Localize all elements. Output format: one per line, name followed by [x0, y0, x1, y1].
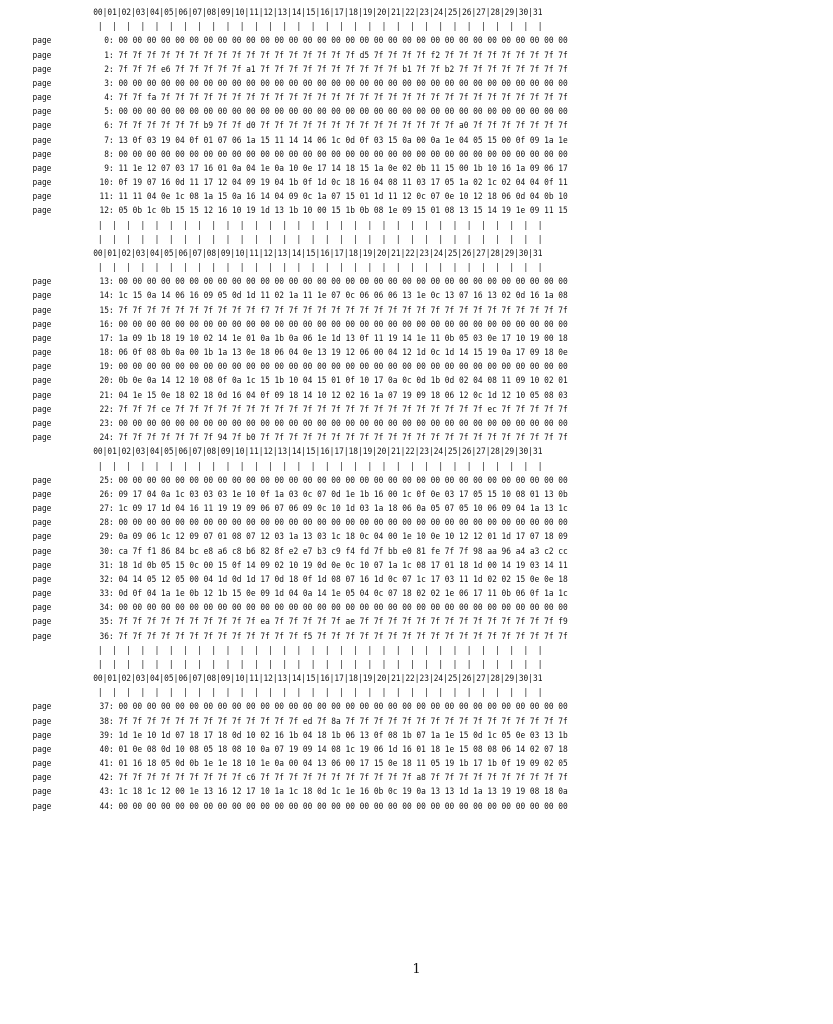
- page-row: [0, 615, 712, 629]
- row-page-index: 28:: [99, 517, 114, 529]
- column-ticks: | | | | | | | | | | | | | | | | | | | | | | | | | | | | | | | |: [93, 687, 543, 699]
- row-page-index: 11:: [99, 191, 114, 203]
- row-label: page: [32, 375, 52, 387]
- page-row: [0, 389, 712, 403]
- row-page-index: 41:: [99, 758, 114, 770]
- page-row: [0, 119, 712, 133]
- row-page-index: 18:: [99, 347, 114, 359]
- row-label: page: [32, 588, 52, 600]
- page-row: [0, 771, 712, 785]
- row-label: page: [32, 361, 52, 373]
- row-label: page: [32, 488, 52, 500]
- row-page-index: 24:: [99, 432, 114, 444]
- row-label: page: [32, 177, 52, 189]
- page-row: [0, 190, 712, 204]
- row-bytes: 0d 0f 04 1a 1e 0b 12 1b 15 0e 09 1d 04 0a 14 1e 05 04 0c 07 18 02 02 1e 06 17 11 0b 06 0f 1a 1c: [118, 588, 568, 600]
- page-row: [0, 417, 712, 431]
- row-bytes: 01 0e 08 0d 10 08 05 18 08 10 0a 07 19 09 14 08 1c 19 06 1d 16 01 18 1e 15 08 08 06 14 02 07 18: [118, 743, 568, 755]
- row-page-index: 42:: [99, 772, 114, 784]
- page-row: [0, 318, 712, 332]
- row-bytes: 00 00 00 00 00 00 00 00 00 00 00 00 00 00 00 00 00 00 00 00 00 00 00 00 00 00 00 00 00 00 00 00: [118, 800, 568, 812]
- page-row: [0, 91, 712, 105]
- row-bytes: 00 00 00 00 00 00 00 00 00 00 00 00 00 00 00 00 00 00 00 00 00 00 00 00 00 00 00 00 00 00 00 00: [118, 148, 568, 160]
- page-row: [0, 601, 712, 615]
- row-page-index: 38:: [99, 715, 114, 727]
- page-row: [0, 346, 712, 360]
- row-bytes: 1c 15 0a 14 06 16 09 05 0d 1d 11 02 1a 11 1e 07 0c 06 06 06 13 1e 0c 13 07 16 13 02 0d 16 1a 08: [118, 290, 568, 302]
- row-bytes: 7f 7f 7f e6 7f 7f 7f 7f 7f a1 7f 7f 7f 7f 7f 7f 7f 7f 7f 7f b1 7f 7f b2 7f 7f 7f 7f 7f 7f 7f 7f: [118, 63, 568, 75]
- row-bytes: 1c 09 17 1d 04 16 11 19 19 09 06 07 06 09 0c 10 1d 03 1a 18 06 0a 05 07 05 10 06 09 04 1a 13 1c: [118, 503, 568, 515]
- page-row: [0, 757, 712, 771]
- row-bytes: 01 16 18 05 0d 0b 1e 1e 18 10 1e 0a 00 04 13 06 00 17 15 0e 18 11 05 19 1b 17 1b 0f 19 09 02 05: [118, 758, 568, 770]
- row-label: page: [32, 77, 52, 89]
- page-row: [0, 374, 712, 388]
- page-number: 1: [412, 962, 421, 977]
- page-row: [0, 516, 712, 530]
- page-row: [0, 502, 712, 516]
- row-label: page: [32, 347, 52, 359]
- row-page-index: 4:: [99, 92, 114, 104]
- row-label: page: [32, 403, 52, 415]
- row-page-index: 0:: [99, 35, 114, 47]
- page-row: [0, 204, 712, 218]
- row-label: page: [32, 800, 52, 812]
- row-label: page: [32, 772, 52, 784]
- page-row: [0, 431, 712, 445]
- page-row: [0, 587, 712, 601]
- row-page-index: 14:: [99, 290, 114, 302]
- row-label: page: [32, 276, 52, 288]
- row-page-index: 39:: [99, 729, 114, 741]
- row-page-index: 10:: [99, 177, 114, 189]
- row-page-index: 33:: [99, 588, 114, 600]
- page-row: [0, 162, 712, 176]
- column-ticks: | | | | | | | | | | | | | | | | | | | | | | | | | | | | | | | |: [93, 219, 543, 231]
- page-row: [0, 630, 712, 644]
- page-row: [0, 559, 712, 573]
- row-bytes: 04 14 05 12 05 00 04 1d 0d 1d 17 0d 18 0f 1d 08 07 16 1d 0c 07 1c 17 03 11 1d 02 02 15 0e 0e 18: [118, 573, 568, 585]
- row-bytes: 7f 7f 7f ce 7f 7f 7f 7f 7f 7f 7f 7f 7f 7f 7f 7f 7f 7f 7f 7f 7f 7f 7f 7f 7f 7f ec 7f 7f 7f 7f 7f: [118, 403, 568, 415]
- row-bytes: 00 00 00 00 00 00 00 00 00 00 00 00 00 00 00 00 00 00 00 00 00 00 00 00 00 00 00 00 00 00 00 00: [118, 517, 568, 529]
- page-row: [0, 785, 712, 799]
- row-page-index: 26:: [99, 488, 114, 500]
- row-page-index: 5:: [99, 106, 114, 118]
- row-bytes: 00 00 00 00 00 00 00 00 00 00 00 00 00 00 00 00 00 00 00 00 00 00 00 00 00 00 00 00 00 00 00 00: [118, 276, 568, 288]
- row-label: page: [32, 35, 52, 47]
- page-row: [0, 530, 712, 544]
- row-label: page: [32, 290, 52, 302]
- page-row: [0, 715, 712, 729]
- row-page-index: 36:: [99, 630, 114, 642]
- page-row: [0, 403, 712, 417]
- row-label: page: [32, 743, 52, 755]
- column-header: 00|01|02|03|04|05|06|07|08|09|10|11|12|13|14|15|16|17|18|19|20|21|22|23|24|25|26|27|28|29|30|31: [93, 247, 543, 259]
- row-bytes: 00 00 00 00 00 00 00 00 00 00 00 00 00 00 00 00 00 00 00 00 00 00 00 00 00 00 00 00 00 00 00 00: [118, 318, 568, 330]
- row-page-index: 34:: [99, 602, 114, 614]
- page-row: [0, 148, 712, 162]
- row-page-index: 16:: [99, 318, 114, 330]
- page-row: [0, 800, 712, 814]
- row-page-index: 44:: [99, 800, 114, 812]
- row-page-index: 27:: [99, 503, 114, 515]
- row-label: page: [32, 417, 52, 429]
- page-row: [0, 573, 712, 587]
- row-bytes: 1a 09 1b 18 19 10 02 14 1e 01 0a 1b 0a 06 1e 1d 13 0f 11 19 14 1e 11 0b 05 03 0e 17 10 19 00 18: [118, 332, 568, 344]
- page-row: [0, 49, 712, 63]
- row-label: page: [32, 715, 52, 727]
- page-row: [0, 474, 712, 488]
- row-page-index: 9:: [99, 162, 114, 174]
- row-page-index: 6:: [99, 120, 114, 132]
- row-page-index: 13:: [99, 276, 114, 288]
- row-bytes: 1d 1e 10 1d 07 18 17 18 0d 10 02 16 1b 04 18 1b 06 13 0f 08 1b 07 1a 1e 15 0d 1c 05 0e 03 13 1b: [118, 729, 568, 741]
- page-row: [0, 332, 712, 346]
- row-page-index: 19:: [99, 361, 114, 373]
- row-bytes: 00 00 00 00 00 00 00 00 00 00 00 00 00 00 00 00 00 00 00 00 00 00 00 00 00 00 00 00 00 00 00 00: [118, 701, 568, 713]
- row-bytes: 05 0b 1c 0b 15 15 12 16 10 19 1d 13 1b 10 00 15 1b 0b 08 1e 09 15 01 08 13 15 14 19 1e 09 11 15: [118, 205, 568, 217]
- row-bytes: 11 11 04 0e 1c 08 1a 15 0a 16 14 04 09 0c 1a 07 15 01 1d 11 12 0c 07 0e 10 12 18 06 0d 04 0b 10: [118, 191, 568, 203]
- row-label: page: [32, 49, 52, 61]
- page-row: [0, 105, 712, 119]
- row-bytes: 7f 7f 7f 7f 7f 7f 7f 94 7f b0 7f 7f 7f 7f 7f 7f 7f 7f 7f 7f 7f 7f 7f 7f 7f 7f 7f 7f 7f 7f 7f 7f: [118, 432, 568, 444]
- row-page-index: 40:: [99, 743, 114, 755]
- row-label: page: [32, 318, 52, 330]
- row-label: page: [32, 758, 52, 770]
- row-page-index: 17:: [99, 332, 114, 344]
- row-bytes: 04 1e 15 0e 18 02 18 0d 16 04 0f 09 18 14 10 12 02 16 1a 07 19 09 18 06 12 0c 1d 12 10 05 08 03: [118, 389, 568, 401]
- page-row: [0, 700, 712, 714]
- row-page-index: 8:: [99, 148, 114, 160]
- row-bytes: 7f 7f 7f 7f 7f 7f 7f 7f 7f c6 7f 7f 7f 7f 7f 7f 7f 7f 7f 7f 7f a8 7f 7f 7f 7f 7f 7f 7f 7f 7f 7f: [118, 772, 568, 784]
- column-ticks: | | | | | | | | | | | | | | | | | | | | | | | | | | | | | | | |: [93, 21, 543, 33]
- row-label: page: [32, 517, 52, 529]
- row-label: page: [32, 630, 52, 642]
- row-bytes: 00 00 00 00 00 00 00 00 00 00 00 00 00 00 00 00 00 00 00 00 00 00 00 00 00 00 00 00 00 00 00 00: [118, 35, 568, 47]
- row-label: page: [32, 602, 52, 614]
- row-bytes: 7f 7f 7f 7f 7f 7f 7f 7f 7f 7f f7 7f 7f 7f 7f 7f 7f 7f 7f 7f 7f 7f 7f 7f 7f 7f 7f 7f 7f 7f 7f 7f: [118, 304, 568, 316]
- page-row: [0, 134, 712, 148]
- column-header: 00|01|02|03|04|05|06|07|08|09|10|11|12|13|14|15|16|17|18|19|20|21|22|23|24|25|26|27|28|29|30|31: [93, 7, 543, 18]
- row-page-index: 37:: [99, 701, 114, 713]
- page-row: [0, 176, 712, 190]
- row-bytes: 00 00 00 00 00 00 00 00 00 00 00 00 00 00 00 00 00 00 00 00 00 00 00 00 00 00 00 00 00 00 00 00: [118, 361, 568, 373]
- row-page-index: 15:: [99, 304, 114, 316]
- row-label: page: [32, 191, 52, 203]
- row-label: page: [32, 503, 52, 515]
- row-page-index: 32:: [99, 573, 114, 585]
- row-label: page: [32, 63, 52, 75]
- row-label: page: [32, 531, 52, 543]
- row-label: page: [32, 786, 52, 798]
- row-bytes: 00 00 00 00 00 00 00 00 00 00 00 00 00 00 00 00 00 00 00 00 00 00 00 00 00 00 00 00 00 00 00 00: [118, 106, 568, 118]
- row-label: page: [32, 205, 52, 217]
- page-row: [0, 289, 712, 303]
- page-row: [0, 275, 712, 289]
- page-row: [0, 360, 712, 374]
- row-bytes: 13 0f 03 19 04 0f 01 07 06 1a 15 11 14 14 06 1c 0d 0f 03 15 0a 00 0a 1e 04 05 15 00 0f 09 1a 1e: [118, 134, 568, 146]
- row-label: page: [32, 573, 52, 585]
- row-label: page: [32, 148, 52, 160]
- row-bytes: 00 00 00 00 00 00 00 00 00 00 00 00 00 00 00 00 00 00 00 00 00 00 00 00 00 00 00 00 00 00 00 00: [118, 602, 568, 614]
- column-header: 00|01|02|03|04|05|06|07|08|09|10|11|12|13|14|15|16|17|18|19|20|21|22|23|24|25|26|27|28|29|30|31: [93, 446, 543, 458]
- row-label: page: [32, 545, 52, 557]
- row-bytes: 00 00 00 00 00 00 00 00 00 00 00 00 00 00 00 00 00 00 00 00 00 00 00 00 00 00 00 00 00 00 00 00: [118, 417, 568, 429]
- row-bytes: 7f 7f 7f 7f 7f 7f 7f 7f 7f 7f 7f 7f 7f f5 7f 7f 7f 7f 7f 7f 7f 7f 7f 7f 7f 7f 7f 7f 7f 7f 7f 7f: [118, 630, 568, 642]
- row-label: page: [32, 389, 52, 401]
- column-header: 00|01|02|03|04|05|06|07|08|09|10|11|12|13|14|15|16|17|18|19|20|21|22|23|24|25|26|27|28|29|30|31: [93, 673, 543, 685]
- row-bytes: 00 00 00 00 00 00 00 00 00 00 00 00 00 00 00 00 00 00 00 00 00 00 00 00 00 00 00 00 00 00 00 00: [118, 77, 568, 89]
- row-label: page: [32, 332, 52, 344]
- row-page-index: 21:: [99, 389, 114, 401]
- row-page-index: 31:: [99, 559, 114, 571]
- row-page-index: 1:: [99, 49, 114, 61]
- row-bytes: 06 0f 08 0b 0a 00 1b 1a 13 0e 18 06 04 0e 13 19 12 06 00 04 12 1d 0c 1d 14 15 19 0a 17 09 18 0e: [118, 347, 568, 359]
- row-bytes: 11 1e 12 07 03 17 16 01 0a 04 1e 0a 10 0e 17 14 18 15 1a 0e 02 0b 11 15 00 1b 10 16 1a 09 06 17: [118, 162, 568, 174]
- row-bytes: 0f 19 07 16 0d 11 17 12 04 09 19 04 1b 0f 1d 0c 18 16 04 08 11 03 17 05 1a 02 1c 02 04 04 0f 11: [118, 177, 568, 189]
- page-row: [0, 729, 712, 743]
- row-label: page: [32, 616, 52, 628]
- row-bytes: 7f 7f 7f 7f 7f 7f b9 7f 7f d0 7f 7f 7f 7f 7f 7f 7f 7f 7f 7f 7f 7f 7f 7f a0 7f 7f 7f 7f 7f 7f 7f: [118, 120, 568, 132]
- row-bytes: 09 17 04 0a 1c 03 03 03 1e 10 0f 1a 03 0c 07 0d 1e 1b 16 00 1c 0f 0e 03 17 05 15 10 08 01 13 0b: [118, 488, 568, 500]
- row-page-index: 35:: [99, 616, 114, 628]
- row-page-index: 7:: [99, 134, 114, 146]
- row-label: page: [32, 559, 52, 571]
- row-page-index: 25:: [99, 474, 114, 486]
- row-label: page: [32, 120, 52, 132]
- row-page-index: 30:: [99, 545, 114, 557]
- row-label: page: [32, 134, 52, 146]
- row-label: page: [32, 729, 52, 741]
- row-label: page: [32, 304, 52, 316]
- page-row: [0, 488, 712, 502]
- row-label: page: [32, 474, 52, 486]
- column-ticks: | | | | | | | | | | | | | | | | | | | | | | | | | | | | | | | |: [93, 262, 543, 274]
- row-bytes: 7f 7f 7f 7f 7f 7f 7f 7f 7f 7f 7f 7f 7f ed 7f 8a 7f 7f 7f 7f 7f 7f 7f 7f 7f 7f 7f 7f 7f 7f 7f 7f: [118, 715, 568, 727]
- column-ticks: | | | | | | | | | | | | | | | | | | | | | | | | | | | | | | | |: [93, 460, 543, 472]
- row-page-index: 29:: [99, 531, 114, 543]
- row-page-index: 43:: [99, 786, 114, 798]
- page-row: [0, 545, 712, 559]
- row-bytes: ca 7f f1 86 84 bc e8 a6 c8 b6 82 8f e2 e7 b3 c9 f4 fd 7f bb e0 81 fe 7f 7f 98 aa 96 a4 a3 c2 cc: [118, 545, 568, 557]
- page-row: [0, 743, 712, 757]
- row-bytes: 1c 18 1c 12 00 1e 13 16 12 17 10 1a 1c 18 0d 1c 1e 16 0b 0c 19 0a 13 13 1d 1a 13 19 19 08 18 0a: [118, 786, 568, 798]
- column-ticks: | | | | | | | | | | | | | | | | | | | | | | | | | | | | | | | |: [93, 233, 543, 245]
- row-page-index: 20:: [99, 375, 114, 387]
- row-label: page: [32, 162, 52, 174]
- row-label: page: [32, 106, 52, 118]
- row-bytes: 0a 09 06 1c 12 09 07 01 08 07 12 03 1a 13 03 1c 18 0c 04 00 1e 10 0e 10 12 12 01 1d 17 07 18 09: [118, 531, 568, 543]
- row-bytes: 0b 0e 0a 14 12 10 08 0f 0a 1c 15 1b 10 04 15 01 0f 10 17 0a 0c 0d 1b 0d 02 04 08 11 09 10 02 01: [118, 375, 568, 387]
- row-label: page: [32, 92, 52, 104]
- page-row: [0, 34, 712, 48]
- column-ticks: | | | | | | | | | | | | | | | | | | | | | | | | | | | | | | | |: [93, 658, 543, 670]
- row-page-index: 23:: [99, 417, 114, 429]
- row-bytes: 7f 7f fa 7f 7f 7f 7f 7f 7f 7f 7f 7f 7f 7f 7f 7f 7f 7f 7f 7f 7f 7f 7f 7f 7f 7f 7f 7f 7f 7f 7f 7f: [118, 92, 568, 104]
- row-bytes: 7f 7f 7f 7f 7f 7f 7f 7f 7f 7f ea 7f 7f 7f 7f 7f ae 7f 7f 7f 7f 7f 7f 7f 7f 7f 7f 7f 7f 7f 7f f9: [118, 616, 568, 628]
- row-page-index: 3:: [99, 77, 114, 89]
- page-row: [0, 63, 712, 77]
- row-page-index: 2:: [99, 63, 114, 75]
- row-bytes: 7f 7f 7f 7f 7f 7f 7f 7f 7f 7f 7f 7f 7f 7f 7f 7f 7f d5 7f 7f 7f 7f f2 7f 7f 7f 7f 7f 7f 7f 7f 7f: [118, 49, 568, 61]
- row-page-index: 22:: [99, 403, 114, 415]
- page-row: [0, 77, 712, 91]
- page-row: [0, 304, 712, 318]
- page-dump: [0, 6, 712, 814]
- row-bytes: 18 1d 0b 05 15 0c 00 15 0f 14 09 02 10 19 0d 0e 0c 10 07 1a 1c 08 17 01 18 1d 00 14 19 03 14 11: [118, 559, 568, 571]
- row-bytes: 00 00 00 00 00 00 00 00 00 00 00 00 00 00 00 00 00 00 00 00 00 00 00 00 00 00 00 00 00 00 00 00: [118, 474, 568, 486]
- row-label: page: [32, 432, 52, 444]
- row-page-index: 12:: [99, 205, 114, 217]
- row-label: page: [32, 701, 52, 713]
- column-ticks: | | | | | | | | | | | | | | | | | | | | | | | | | | | | | | | |: [93, 644, 543, 656]
